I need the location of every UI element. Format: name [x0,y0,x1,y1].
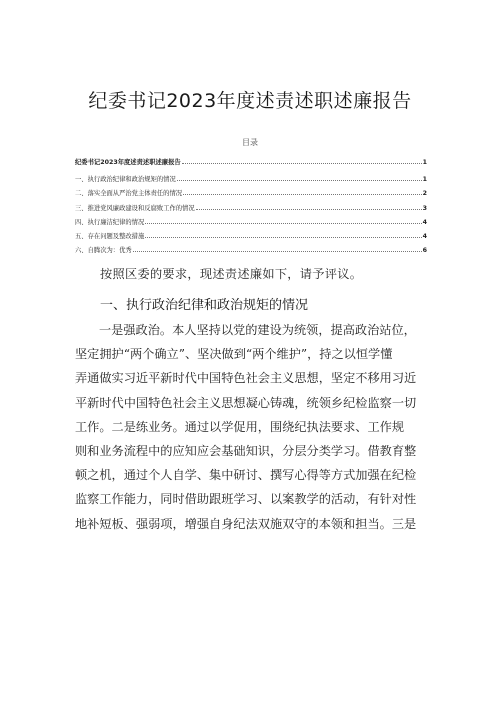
toc-leader-dots [145,232,421,238]
body-line: 则和业务流程中的应知应会基础知识，分层分类学习。借教育整 [75,443,417,458]
body-line: 坚定拥护“两个确立”、坚决做到“两个维护”，持之以恒学懂 [75,347,393,362]
toc-entry[interactable] [75,231,427,239]
toc-entry[interactable] [75,174,427,182]
toc-entry-label: 五、存在问题及整改措施 [75,233,145,241]
toc-leader-dots [183,189,422,195]
toc-leader-dots [177,175,422,181]
toc-entry-label: 二、落实全面从严治党主体责任的情况 [75,190,183,198]
toc-entry-page: 2 [422,190,427,198]
toc-entry-page: 3 [422,204,427,212]
toc-entry[interactable] [75,157,427,165]
toc-entry[interactable] [75,188,427,196]
body-line: 工作。二是练业务。通过以学促用，围绕纪执法要求、工作规 [75,419,405,434]
toc-entry[interactable] [75,203,427,211]
toc-entry-page: 4 [422,233,427,241]
toc-entry-label: 六、自腾次为：优秀 [75,247,132,255]
toc-entry-label: 一、执行政治纪律和政治规矩的情况 [75,176,176,183]
body-line: 平新时代中国特色社会主义思想凝心铸魂，统领乡纪检监察一切 [75,395,417,410]
toc-leader-dots [182,158,422,164]
section-heading: 一、执行政治纪律和政治规矩的情况 [100,298,309,313]
toc-entry-label: 四、执行廉洁纪律的情况 [75,218,145,226]
toc-entry-label: 三、推进党风廉政建设和反腐败工作的情况 [75,204,195,212]
toc-heading: 目录 [242,138,258,147]
body-line: 一是强政治。本人坚持以党的建设为统领，提高政治站位， [99,323,416,337]
body-text [75,318,429,536]
toc-leader-dots [133,246,422,252]
toc-entry-label: 纪委书记2023年度述责述职述廉报告 [75,159,181,166]
toc-entry-page: 4 [422,218,427,226]
toc-leader-dots [196,204,422,210]
body-line: 弄通做实习近平新时代中国特色社会主义思想，坚定不移用习近 [75,371,417,386]
body-line: 地补短板、强弱项，增强自身纪法双施双守的本领和担当。三是 [75,516,417,531]
toc-entry-page: 1 [422,176,427,183]
document-title: 纪委书记2023年度述责述职述廉报告 [88,90,412,112]
toc-entry-page: 1 [422,159,427,166]
table-of-contents [75,157,427,260]
body-line: 顿之机，通过个人自学、集中研讨、撰写心得等方式加强在纪检 [75,468,417,483]
intro-paragraph: 按照区委的要求，现述责述廉如下，请予评议。 [100,267,363,281]
toc-entry[interactable] [75,217,427,225]
toc-leader-dots [145,218,421,224]
toc-entry[interactable] [75,245,427,253]
toc-entry-page: 6 [422,247,427,255]
body-line: 监察工作能力，同时借助跟班学习、以案教学的活动，有针对性 [75,492,417,507]
